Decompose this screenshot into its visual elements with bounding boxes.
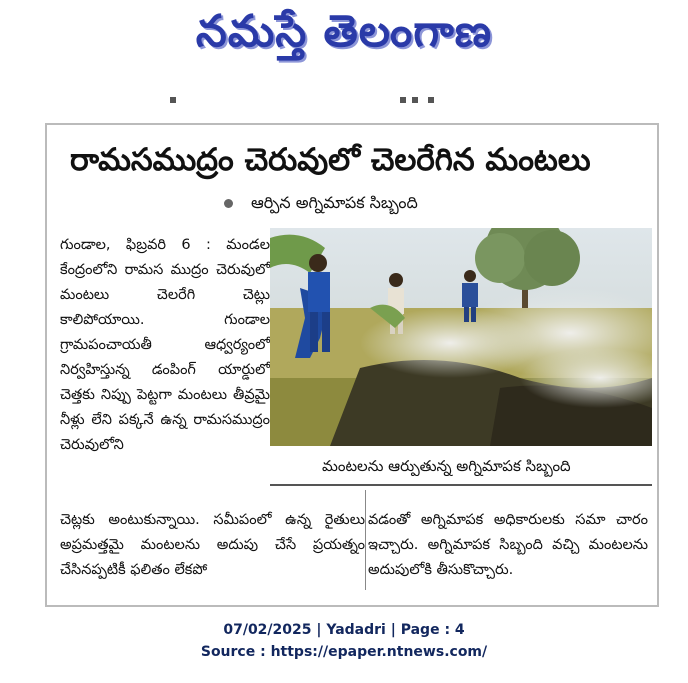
masthead <box>0 0 688 80</box>
bullet-icon <box>224 199 233 208</box>
article-body-column-left: గుండాల, ఫిబ్రవరి 6 : మండల కేంద్రంలోని రామస ముద్రం చెరువులో మంటలు చెలరేగి చెట్లు కాలిపోయాయి. గుండాల గ్రామపంచాయతీ ఆధ్వర్యంలో నిర్వహిస్తున్న డంపింగ్ యార్డులో చెత్తకు నిప్పు పెట్టగా మంటలు తీవ్రమై నీళ్లు లేని పక్కనే ఉన్న రామసముద్రం చెరువులోని <box>60 237 270 453</box>
clipped-text-strip <box>40 97 440 105</box>
article-body-continued: చెట్లకు అంటుకున్నాయి. సమీపంలో ఉన్న రైతులు అప్రమత్తమై మంటలను అదుపు చేసే ప్రయత్నం చేసినప్పటికీ ఫలితం లేకపో <box>60 512 365 578</box>
subheading-text: ఆర్పిన అగ్నిమాపక సిబ్బంది <box>251 193 418 212</box>
article-subheading <box>224 192 418 214</box>
article-body-column-right: వడంతో అగ్నిమాపక అధికారులకు సమా చారం ఇచ్చారు. అగ్నిమాపక సిబ్బంది వచ్చి మంటలను అదుపులోకి తీసుకొచ్చారు. <box>368 512 648 578</box>
column-divider <box>365 490 366 590</box>
masthead-logo: నమస్తే తెలంగాణ <box>195 6 493 57</box>
article-photo <box>270 228 652 446</box>
article-headline: రామసముద్రం చెరువులో చెలరేగిన మంటలు <box>70 142 591 178</box>
footer-edition-info: 07/02/2025 | Yadadri | Page : 4 <box>223 622 465 638</box>
footer-source: Source : https://epaper.ntnews.com/ <box>200 644 488 660</box>
photo-caption: మంటలను ఆర్పుతున్న అగ్నిమాపక సిబ్బంది <box>270 446 652 486</box>
